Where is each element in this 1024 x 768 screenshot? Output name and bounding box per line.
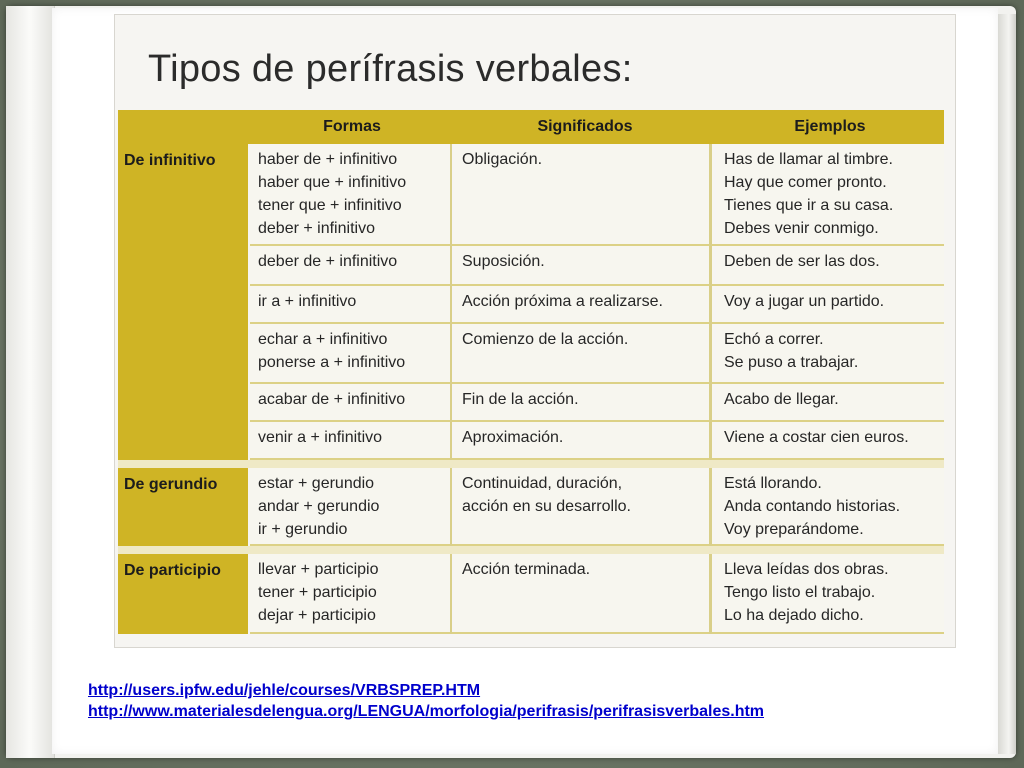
table-cell-forma [250, 422, 452, 460]
cell-line-significado: Continuidad, duración, [462, 475, 623, 492]
cell-line-forma: echar a + infinitivo [258, 331, 388, 348]
table-cell-significado [454, 324, 712, 384]
group-separator [118, 460, 944, 468]
table-cell-forma [250, 144, 452, 246]
cell-line-ejemplo: Viene a costar cien euros. [724, 429, 909, 446]
cell-line-ejemplo: Has de llamar al timbre. [724, 151, 893, 168]
table-cell-ejemplo [716, 422, 942, 460]
category-1: De gerundio [118, 468, 248, 546]
cell-line-forma: llevar + participio [258, 561, 379, 578]
table-cell-forma [250, 324, 452, 384]
cell-line-forma: tener que + infinitivo [258, 197, 402, 214]
cell-line-significado: Acción próxima a realizarse. [462, 293, 663, 310]
table-cell-significado [454, 286, 712, 324]
cell-line-ejemplo: Voy preparándome. [724, 521, 864, 538]
link-materialesdelengua[interactable]: http://www.materialesdelengua.org/LENGUA/morfologia/perifrasis/perifrasisverbales.htm [88, 703, 765, 720]
cell-line-forma: ponerse a + infinitivo [258, 354, 406, 371]
cell-line-significado: Aproximación. [462, 429, 564, 446]
cell-line-significado: Comienzo de la acción. [462, 331, 629, 348]
cell-line-forma: ir + gerundio [258, 521, 348, 538]
cell-line-ejemplo: Está llorando. [724, 475, 822, 492]
cell-line-forma: deber de + infinitivo [258, 253, 398, 270]
table-cell-forma [250, 384, 452, 422]
cell-line-ejemplo: Anda contando historias. [724, 498, 901, 515]
table-cell-significado [454, 384, 712, 422]
cell-line-ejemplo: Voy a jugar un partido. [724, 293, 885, 310]
cell-line-forma: ir a + infinitivo [258, 293, 357, 310]
table-cell-forma [250, 554, 452, 634]
cell-line-ejemplo: Tengo listo el trabajo. [724, 584, 876, 601]
table-header-corner [118, 110, 253, 144]
table-cell-forma [250, 468, 452, 546]
cell-line-significado: Suposición. [462, 253, 545, 270]
cell-line-significado: acción en su desarrollo. [462, 498, 631, 515]
cell-line-significado: Fin de la acción. [462, 391, 579, 408]
table-cell-ejemplo [716, 286, 942, 324]
header-ejemplos: Ejemplos [716, 110, 944, 144]
link-vrbsprep[interactable]: http://users.ipfw.edu/jehle/courses/VRBSPREP.HTM [88, 682, 481, 699]
cell-line-significado: Obligación. [462, 151, 543, 168]
table-cell-ejemplo [716, 144, 942, 246]
cell-line-ejemplo: Hay que comer pronto. [724, 174, 887, 191]
table-cell-forma [250, 246, 452, 286]
cell-line-ejemplo: Tienes que ir a su casa. [724, 197, 894, 214]
cell-line-forma: haber de + infinitivo [258, 151, 398, 168]
cell-line-forma: haber que + infinitivo [258, 174, 407, 191]
table-cell-significado [454, 144, 712, 246]
cell-line-forma: deber + infinitivo [258, 220, 375, 237]
cell-line-forma: estar + gerundio [258, 475, 375, 492]
table-cell-ejemplo [716, 554, 942, 634]
notebook-spine [6, 6, 55, 758]
table-cell-significado [454, 246, 712, 286]
cell-line-forma: acabar de + infinitivo [258, 391, 406, 408]
cell-line-ejemplo: Lleva leídas dos obras. [724, 561, 889, 578]
group-separator [118, 546, 944, 554]
cell-line-forma: dejar + participio [258, 607, 376, 624]
notebook-page-edge [998, 14, 1016, 754]
header-formas: Formas [250, 110, 457, 144]
cell-line-ejemplo: Echó a correr. [724, 331, 824, 348]
table-cell-significado [454, 422, 712, 460]
table-cell-ejemplo [716, 324, 942, 384]
table-cell-forma [250, 286, 452, 324]
cell-line-forma: andar + gerundio [258, 498, 380, 515]
cell-line-ejemplo: Deben de ser las dos. [724, 253, 880, 270]
reference-links [88, 680, 764, 722]
page-title: Tipos de perífrasis verbales: [148, 48, 633, 90]
category-0: De infinitivo [118, 144, 248, 460]
cell-line-forma: tener + participio [258, 584, 377, 601]
cell-line-ejemplo: Debes venir conmigo. [724, 220, 879, 237]
cell-line-ejemplo: Acabo de llegar. [724, 391, 839, 408]
table-cell-ejemplo [716, 246, 942, 286]
cell-line-significado: Acción terminada. [462, 561, 591, 578]
cell-line-ejemplo: Se puso a trabajar. [724, 354, 859, 371]
table-cell-ejemplo [716, 468, 942, 546]
table-cell-ejemplo [716, 384, 942, 422]
category-2: De participio [118, 554, 248, 634]
table-cell-significado [454, 468, 712, 546]
header-significados: Significados [454, 110, 719, 144]
table-cell-significado [454, 554, 712, 634]
cell-line-ejemplo: Lo ha dejado dicho. [724, 607, 864, 624]
cell-line-forma: venir a + infinitivo [258, 429, 383, 446]
